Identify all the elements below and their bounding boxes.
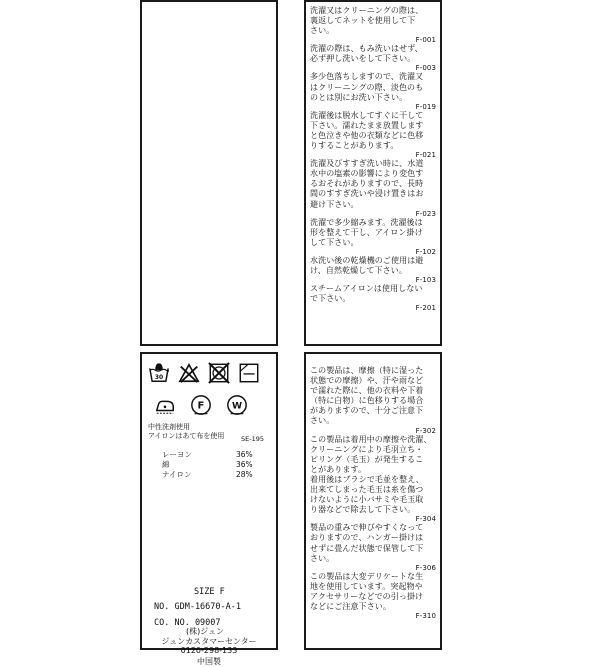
line-dry-shade-icon	[238, 362, 260, 384]
care-note-text: 洗濯後は脱水してすぐに干して 下さい。濡れたまま放置します と色泣きや他の衣類などに色移 りすることがあります。	[310, 110, 424, 151]
svg-text:F: F	[197, 400, 205, 412]
fiber-row	[162, 450, 253, 460]
fiber-percent: 36%	[236, 450, 253, 459]
hand-wash-30-icon	[148, 362, 170, 384]
handling-notes-list	[310, 366, 436, 620]
care-note-code: F-102	[415, 247, 436, 256]
fiber-name: ナイロン	[162, 470, 192, 479]
handling-note-text: この製品は着用中の摩擦や洗濯、 クリーニングにより毛羽立ち・ ピリング（毛玉）が発生するこ とがあります。 着用後はブラシで毛並を整え、 出来てしまった毛玉は糸を傷つ けないように小バサミや毛玉取 り器などで除去して下さい。	[310, 434, 432, 515]
handling-note	[310, 572, 436, 620]
handling-note-text: この製品は、摩擦（特に湿った 状態での摩擦）や、汗や雨など で濡れた際に、他の衣料や下着 （特に白物）に色移りする場合 がありますので、十分ご注意下 さい。	[310, 366, 424, 426]
care-note	[310, 218, 436, 256]
handling-note-code: F-304	[415, 515, 436, 524]
fiber-percent: 36%	[236, 460, 253, 469]
handling-note-code: F-310	[415, 612, 436, 621]
svg-text:30: 30	[154, 373, 164, 381]
customer-center: ジュンカスタマーセンター	[161, 637, 257, 646]
standard-code: SE-195	[241, 435, 264, 443]
fiber-row	[162, 460, 253, 470]
handling-note	[310, 435, 436, 524]
care-notes-list	[310, 6, 436, 312]
handling-note-text: 製品の重みで伸びやすくなって おりますので、ハンガー掛けは せずに畳んだ状態で保管して下 さい。	[310, 523, 424, 563]
handling-note-code: F-306	[415, 563, 436, 572]
handling-note-code: F-302	[415, 426, 436, 435]
company-number: CO. NO. 09007	[154, 618, 221, 628]
care-symbols-row-1	[148, 362, 260, 384]
maker-name: (株)ジュン	[185, 627, 225, 636]
care-note-text: 洗濯で多少縮みます。洗濯後は 形を整えて干し、アイロン掛け して下さい。	[310, 217, 423, 247]
care-note	[310, 72, 436, 110]
care-note	[310, 44, 436, 72]
blank-label-top-left	[140, 0, 278, 346]
care-note	[310, 6, 436, 44]
care-note-text: スチームアイロンは使用しない で下さい。	[310, 284, 423, 304]
item-number: NO. GDM-16670-A-1	[154, 602, 241, 612]
fiber-name: 綿	[162, 460, 170, 469]
care-notes-label-top	[304, 0, 442, 346]
wet-clean-w-icon	[226, 394, 248, 416]
customer-phone: 0120-298-133	[180, 646, 238, 655]
fiber-row	[162, 470, 253, 480]
care-note-text: 洗濯の際は、もみ洗いはせず、 必ず押し洗いをして下さい。	[310, 44, 423, 64]
handling-note	[310, 523, 436, 571]
care-note	[310, 111, 436, 159]
care-note-code: F-003	[415, 64, 436, 73]
fiber-composition-table	[162, 450, 253, 480]
care-note-code: F-019	[415, 102, 436, 111]
care-notes-label-bottom	[304, 352, 442, 650]
fiber-percent: 28%	[236, 470, 253, 479]
care-symbols-row-2	[154, 394, 248, 416]
care-note-text: 水洗い後の乾燥機のご使用は避 け、自然乾燥して下さい。	[310, 255, 424, 275]
fiber-name: レーヨン	[162, 450, 192, 459]
country-of-origin: 中国製	[197, 657, 221, 666]
care-note	[310, 256, 436, 284]
no-tumble-dry-icon	[208, 362, 230, 384]
care-note-code: F-103	[415, 276, 436, 285]
care-note-text: 多少色落ちしますので、洗濯又 はクリーニングの際、淡色のも のとは別にお洗い下さい。	[310, 72, 424, 102]
handling-note	[310, 366, 436, 435]
care-note-code: F-001	[415, 36, 436, 45]
care-note-text: 洗濯及びすすぎ洗い時に、水道 水中の塩素の影響により変色す るおそれがありますので、長時 間のすすぎ洗いや浸け置きはお 避け下さい。	[310, 159, 424, 209]
care-note-text: 洗濯又はクリーニングの際は、 裏返してネットを使用して下 さい。	[310, 6, 424, 36]
care-note	[310, 284, 436, 312]
care-note	[310, 159, 436, 217]
care-note-code: F-201	[415, 304, 436, 313]
composition-label	[140, 352, 278, 666]
care-note-code: F-023	[415, 209, 436, 218]
size-text: SIZE F	[194, 587, 225, 597]
iron-low-icon	[154, 394, 176, 416]
iron-instruction: アイロンはあて布を使用	[148, 432, 225, 440]
no-bleach-icon	[178, 362, 200, 384]
care-note-code: F-021	[415, 151, 436, 160]
svg-text:W: W	[231, 400, 243, 412]
detergent-instruction: 中性洗剤使用	[148, 423, 190, 431]
handling-note-text: この製品は大変デリケートな生 地を使用しています。突起物や アクセサリーなどでの引っ掛け などにご注意下さい。	[310, 571, 424, 611]
dry-clean-f-icon	[190, 394, 212, 416]
